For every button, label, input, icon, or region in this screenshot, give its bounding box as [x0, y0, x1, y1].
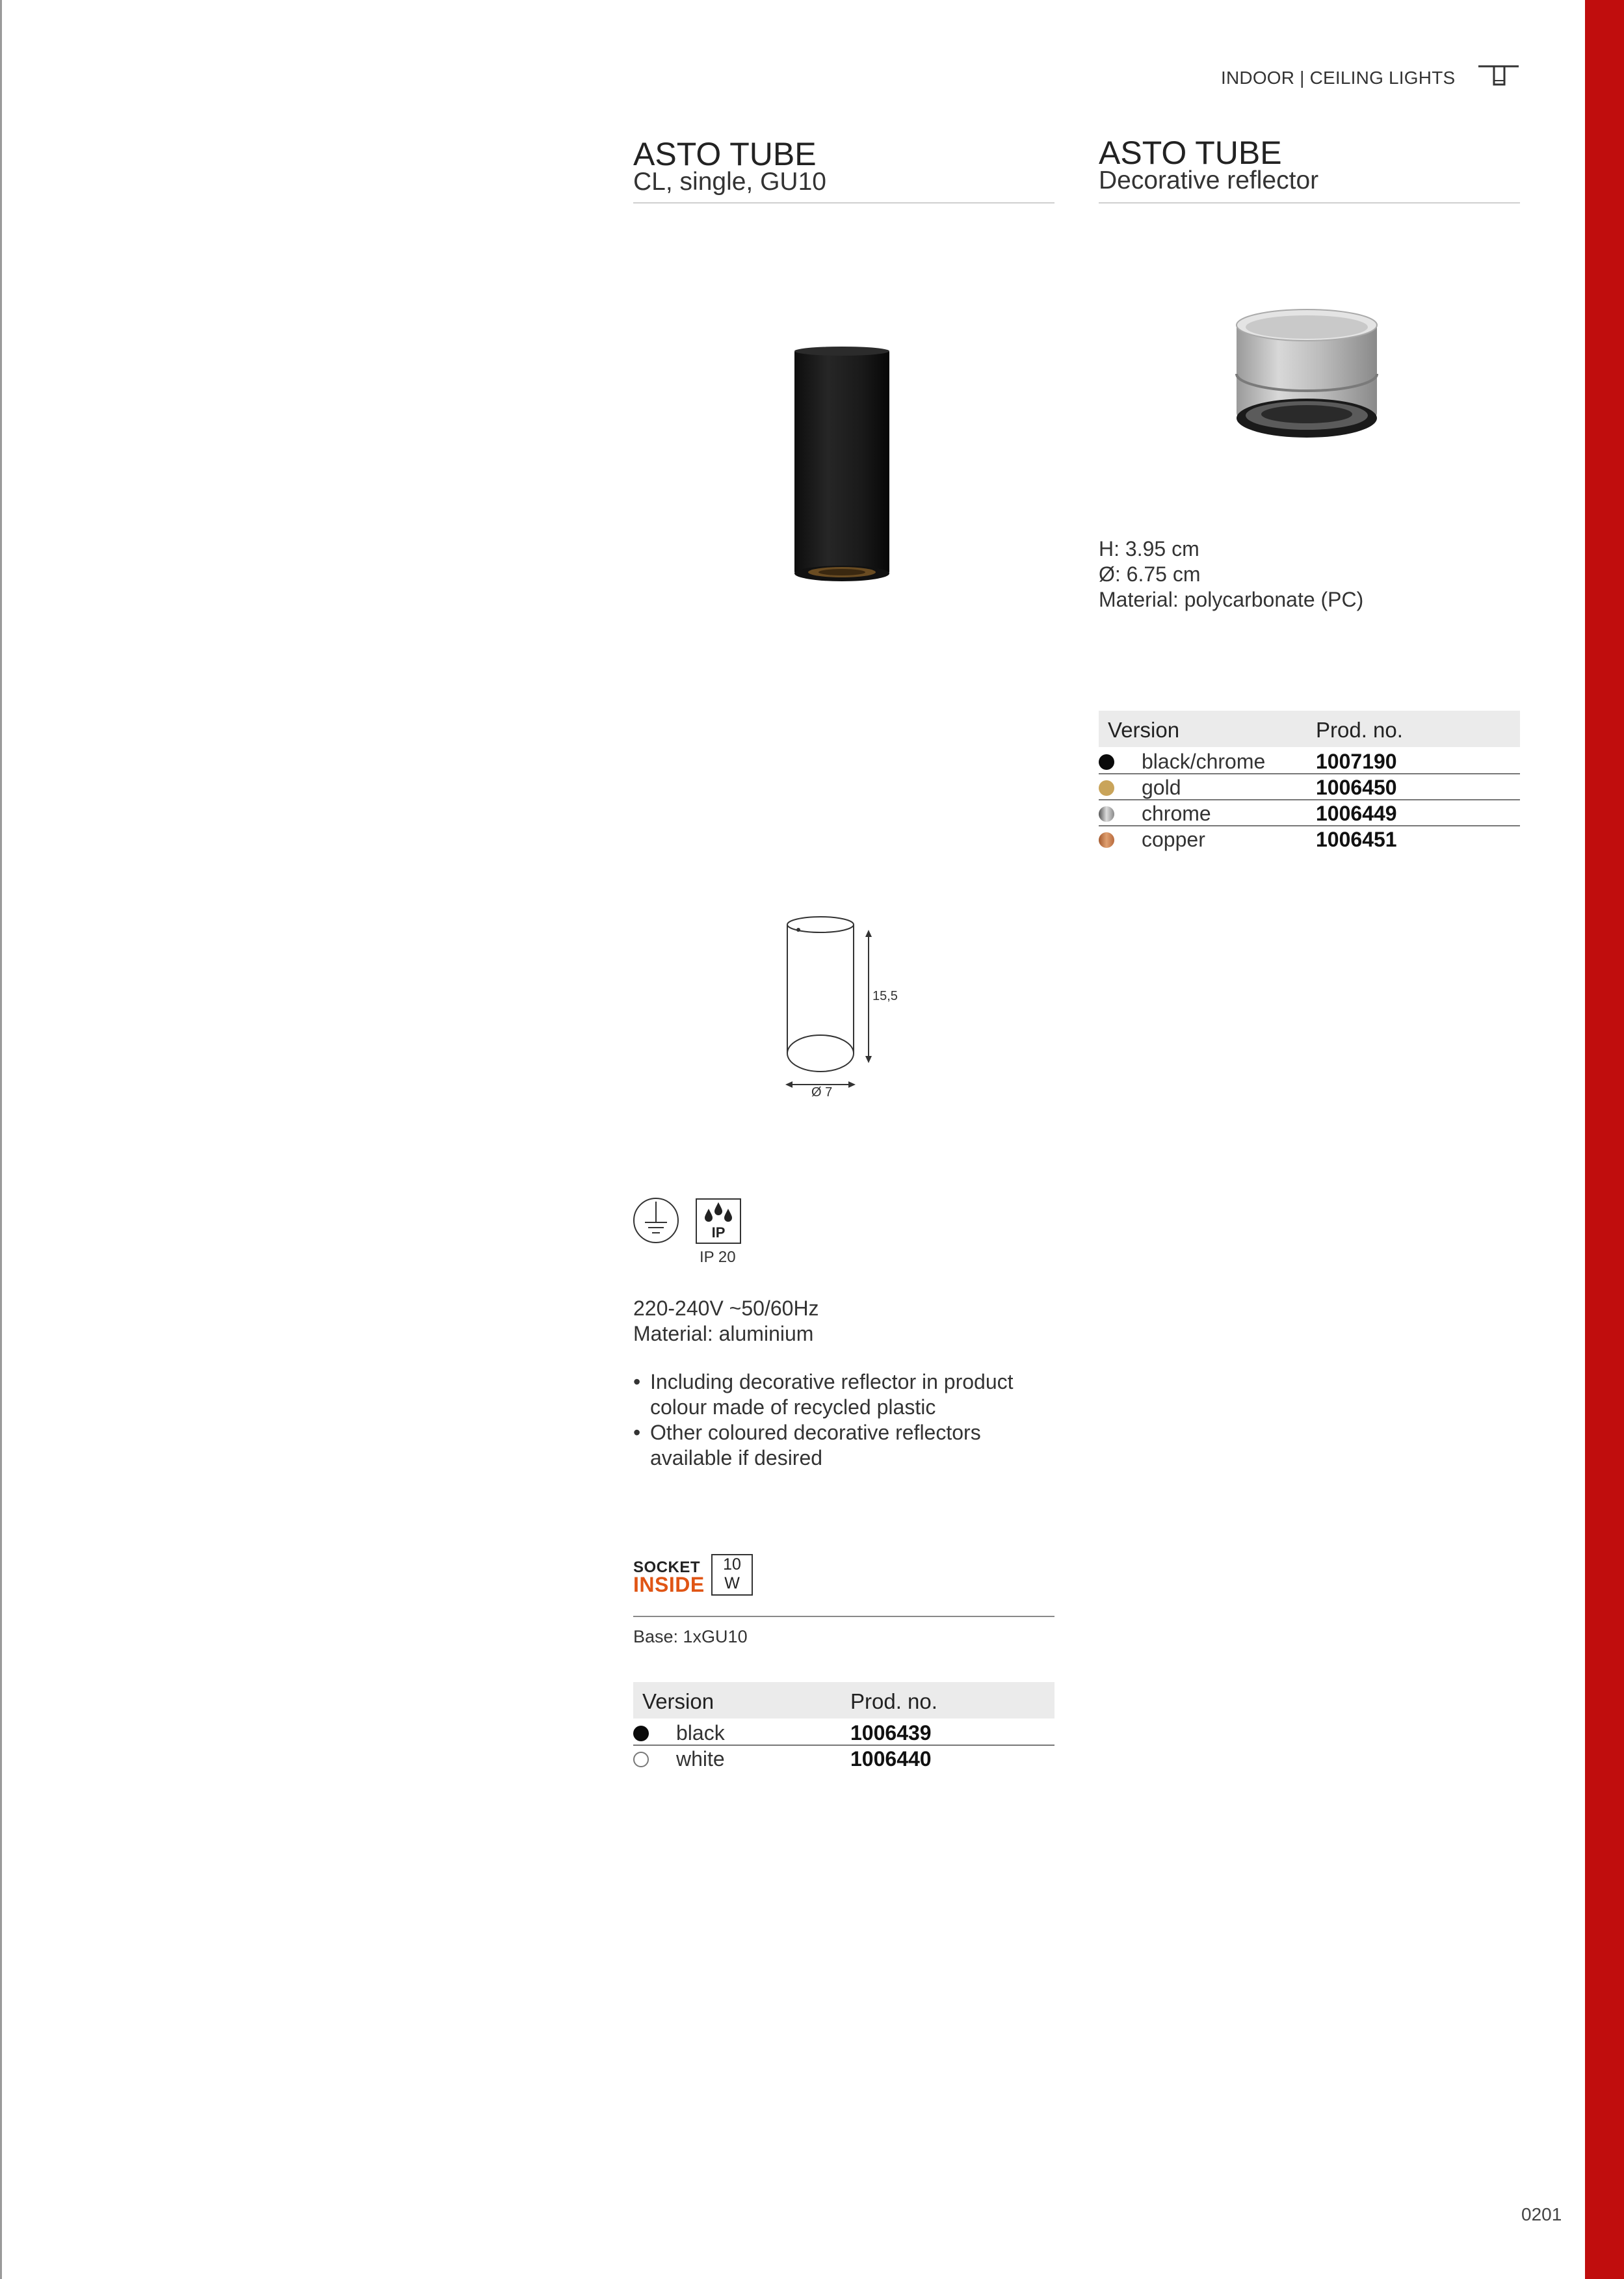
- ip-badge-text: IP: [711, 1224, 726, 1241]
- socket-logo-top: SOCKET: [633, 1559, 701, 1576]
- color-swatch: [633, 1726, 649, 1741]
- category-label: INDOOR | CEILING LIGHTS: [1221, 68, 1456, 88]
- table-row: [1099, 748, 1520, 774]
- prod-no-header: Prod. no.: [850, 1689, 937, 1713]
- table-row: [1099, 800, 1520, 826]
- product-number: 1006451: [1316, 828, 1397, 851]
- product-title: ASTO TUBE: [1099, 135, 1282, 171]
- wattage-box: 10 W: [711, 1554, 753, 1596]
- product-number: 1007190: [1316, 750, 1397, 773]
- product-number: 1006450: [1316, 776, 1397, 799]
- color-swatch: [1099, 806, 1114, 822]
- left-page-edge: [0, 0, 2, 2279]
- ceiling-light-icon: [1477, 62, 1520, 94]
- product-number: 1006440: [850, 1747, 932, 1771]
- table-row: [1099, 774, 1520, 800]
- version-table: [633, 1682, 1054, 1773]
- color-swatch: [633, 1752, 649, 1767]
- table-header: [1099, 711, 1520, 747]
- version-name: copper: [1142, 828, 1205, 851]
- voltage-spec: 220-240V ~50/60Hz: [633, 1297, 819, 1320]
- version-name: gold: [1142, 776, 1181, 799]
- table-header: [633, 1682, 1054, 1719]
- color-swatch: [1099, 754, 1114, 770]
- height-spec: H: 3.95 cm: [1099, 537, 1199, 560]
- version-table: [1099, 711, 1520, 854]
- version-name: black/chrome: [1142, 750, 1266, 773]
- title-divider: [633, 202, 1054, 204]
- tube-luminaire-image: [787, 345, 897, 585]
- product-subtitle: Decorative reflector: [1099, 166, 1319, 194]
- diameter-spec: Ø: 6.75 cm: [1099, 562, 1201, 586]
- product-title: ASTO TUBE: [633, 136, 817, 172]
- page-number: 0201: [1521, 2204, 1562, 2224]
- table-row: [633, 1746, 1054, 1772]
- color-swatch: [1099, 780, 1114, 796]
- version-header: Version: [642, 1689, 714, 1713]
- version-name: chrome: [1142, 802, 1211, 825]
- color-swatch: [1099, 832, 1114, 848]
- material-spec: Material: polycarbonate (PC): [1099, 588, 1364, 611]
- diameter-dimension-label: Ø 7: [811, 1085, 833, 1100]
- table-row: [1099, 826, 1520, 852]
- material-spec: Material: aluminium: [633, 1322, 814, 1345]
- version-name: white: [676, 1747, 725, 1771]
- table-row: [633, 1720, 1054, 1746]
- dimension-drawing: [778, 910, 908, 1105]
- red-side-band: [1585, 0, 1624, 2279]
- prod-no-header: Prod. no.: [1316, 718, 1403, 742]
- ip-rating-label: IP 20: [700, 1248, 736, 1266]
- base-spec: Base: 1xGU10: [633, 1627, 748, 1646]
- feature-item: • Other coloured decorative reflectors available if desired: [633, 1420, 1049, 1471]
- version-name: black: [676, 1721, 725, 1745]
- feature-item: • Including decorative reflector in product colour made of recycled plastic: [633, 1369, 1049, 1420]
- product-number: 1006439: [850, 1721, 932, 1745]
- base-divider: [633, 1616, 1054, 1617]
- title-divider: [1099, 202, 1520, 204]
- product-number: 1006449: [1316, 802, 1397, 825]
- height-dimension-label: 15,5: [872, 989, 898, 1003]
- socket-logo-bottom: INSIDE: [633, 1573, 705, 1596]
- version-header: Version: [1108, 718, 1180, 742]
- product-subtitle: CL, single, GU10: [633, 168, 826, 196]
- feature-list: [633, 1369, 1049, 1471]
- protection-class-ground-icon: [632, 1196, 680, 1245]
- decorative-reflector-image: [1229, 302, 1385, 452]
